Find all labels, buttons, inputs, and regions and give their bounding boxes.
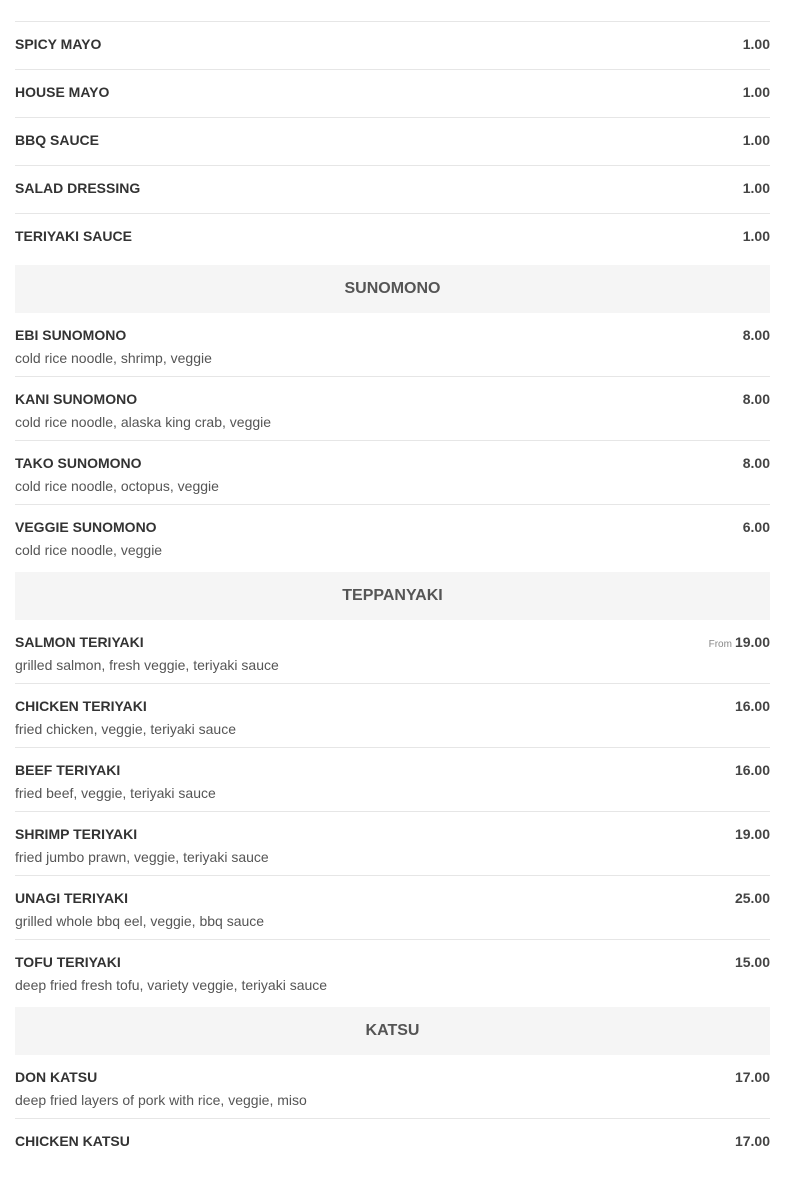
item-price: 1.00	[742, 180, 770, 196]
item-price: 1.00	[742, 132, 770, 148]
item-name: BEEF TERIYAKI	[15, 762, 121, 778]
item-name: CHICKEN TERIYAKI	[15, 698, 147, 714]
item-name: BBQ SAUCE	[15, 132, 100, 148]
item-name: SHRIMP TERIYAKI	[15, 826, 138, 842]
menu-item[interactable]	[15, 313, 770, 377]
item-price: 16.00	[734, 698, 770, 714]
section-title: KATSU	[365, 1022, 420, 1039]
item-price: 17.00	[734, 1133, 770, 1149]
menu-item[interactable]	[15, 876, 770, 940]
menu-item[interactable]	[15, 441, 770, 505]
section-header-sunomono	[15, 265, 770, 313]
item-price: 8.00	[742, 455, 770, 471]
item-price: 1.00	[742, 84, 770, 100]
item-name: SALAD DRESSING	[15, 180, 141, 196]
item-description: fried jumbo prawn, veggie, teriyaki sauce	[15, 849, 269, 865]
menu-item[interactable]	[15, 940, 770, 1003]
price-prefix: From	[708, 639, 732, 650]
menu-item[interactable]	[15, 118, 770, 166]
section-header-teppanyaki	[15, 572, 770, 620]
menu-item[interactable]	[15, 214, 770, 261]
item-price: 17.00	[734, 1069, 770, 1085]
item-name: KANI SUNOMONO	[15, 391, 138, 407]
item-price: 8.00	[742, 391, 770, 407]
item-price: 15.00	[734, 954, 770, 970]
item-description: deep fried fresh tofu, variety veggie, teriyaki sauce	[15, 977, 328, 993]
item-price: 1.00	[742, 228, 770, 244]
item-description: cold rice noodle, shrimp, veggie	[15, 350, 212, 366]
item-description: fried chicken, veggie, teriyaki sauce	[15, 721, 236, 737]
section-header-katsu	[15, 1007, 770, 1055]
item-name: SALMON TERIYAKI	[15, 634, 144, 650]
item-name: EBI SUNOMONO	[15, 327, 127, 343]
item-price: 19.00	[734, 826, 770, 842]
item-name: TAKO SUNOMONO	[15, 455, 142, 471]
menu	[15, 0, 770, 1182]
menu-item[interactable]	[15, 505, 770, 568]
section-title: TEPPANYAKI	[342, 587, 443, 604]
item-price: 25.00	[734, 890, 770, 906]
item-name: VEGGIE SUNOMONO	[15, 519, 157, 535]
menu-item[interactable]	[15, 684, 770, 748]
item-name: UNAGI TERIYAKI	[15, 890, 129, 906]
menu-item[interactable]	[15, 1119, 770, 1182]
item-price: 16.00	[734, 762, 770, 778]
item-description: fried beef, veggie, teriyaki sauce	[15, 785, 216, 801]
item-price: 8.00	[742, 327, 770, 343]
item-description: cold rice noodle, veggie	[15, 542, 163, 558]
menu-item[interactable]	[15, 748, 770, 812]
menu-item[interactable]	[15, 1055, 770, 1119]
item-description: deep fried layers of pork with rice, veggie, miso	[15, 1092, 307, 1108]
item-name: SPICY MAYO	[15, 36, 102, 52]
item-name: CHICKEN KATSU	[15, 1133, 130, 1149]
section-title: SUNOMONO	[344, 280, 441, 297]
menu-item[interactable]	[15, 377, 770, 441]
menu-item[interactable]	[15, 22, 770, 70]
item-description: cold rice noodle, octopus, veggie	[15, 478, 219, 494]
item-name: HOUSE MAYO	[15, 84, 110, 100]
menu-item[interactable]	[15, 166, 770, 214]
menu-item[interactable]	[15, 0, 770, 22]
item-description: cold rice noodle, alaska king crab, veggie	[15, 414, 272, 430]
item-price: 1.00	[742, 36, 770, 52]
menu-item[interactable]	[15, 70, 770, 118]
item-description: grilled salmon, fresh veggie, teriyaki sauce	[15, 657, 279, 673]
price-value: 19.00	[734, 634, 770, 650]
item-price: 6.00	[742, 519, 770, 535]
item-name: TOFU TERIYAKI	[15, 954, 121, 970]
item-price	[709, 634, 770, 650]
item-name: TERIYAKI SAUCE	[15, 228, 132, 244]
item-name: DON KATSU	[15, 1069, 98, 1085]
menu-item[interactable]	[15, 620, 770, 684]
menu-item[interactable]	[15, 812, 770, 876]
item-description: grilled whole bbq eel, veggie, bbq sauce	[15, 913, 265, 929]
